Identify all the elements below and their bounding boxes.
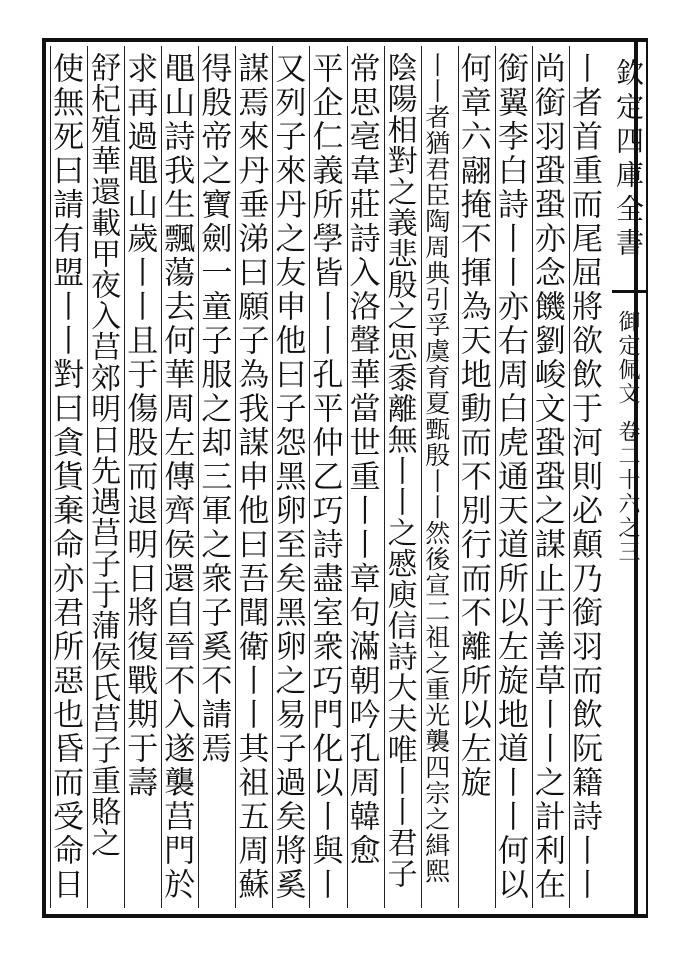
text-column: 又列子來丹之友申他曰子怨黑卵至矣黑卵之易子過矣將奚 (269, 52, 306, 902)
text-column: 舒杞殖華還載甲夜入莒郊明日先遇莒子于蒲侯氏莒子重賂之 (85, 52, 121, 858)
text-column: 黽山詩我生飄蕩去何華周左傳齊侯還自晉不入遂襲莒門於 (158, 52, 195, 902)
book-title: 欽定四庫全書 (612, 58, 645, 262)
text-column: 謀焉來丹垂涕曰願子為我謀申他曰吾聞衛丨丨其祖五周蘇 (232, 52, 269, 902)
text-column: 尚銜羽蛩蛩亦念饑劉峻文蛩蛩之謀止于善草丨丨之計利在 (528, 52, 565, 902)
text-column: 平企仁義所學皆丨丨孔平仲乙巧詩盡室衆巧門化以丨與丨 (306, 52, 343, 902)
text-column: 何章六翮掩不揮為天地動而不別行而不離所以左旋 (454, 52, 491, 800)
text-column: 銜翼李白詩丨丨亦右周白虎通天道所以左旋地道丨丨何以 (491, 52, 528, 902)
text-column: 丨丨者猶君臣陶周典引孚虞育夏甄殷丨丨然後宣二祖之重光襲四宗之緝熙 (421, 52, 451, 884)
book-name: 御定佩文 (615, 310, 640, 406)
ear-rule (612, 290, 648, 293)
text-column: 得殷帝之寶劍一童子服之却三軍之衆子奚不請焉 (195, 52, 232, 766)
text-column: 常思亳韋莊詩入洛聲華當世重丨丨章句滿朝吟孔周韓愈 (343, 52, 380, 868)
text-column: 丨者首重而尾屈將欲飲于河則必顛乃銜羽而飲阮籍詩丨丨 (565, 52, 602, 902)
volume-label: 卷二十六之三 (615, 420, 640, 564)
text-column: 使無死曰請有盟丨丨對曰貪貨棄命亦君所惡也昏而受命日 (47, 52, 84, 902)
text-column: 求再過黽山歲丨丨且于傷股而退明日將復戰期于壽 (121, 52, 158, 800)
text-column: 陰陽相對之義悲殷之思黍離無丨丨之慼庾信詩大夫唯丨丨君子 (381, 52, 417, 889)
